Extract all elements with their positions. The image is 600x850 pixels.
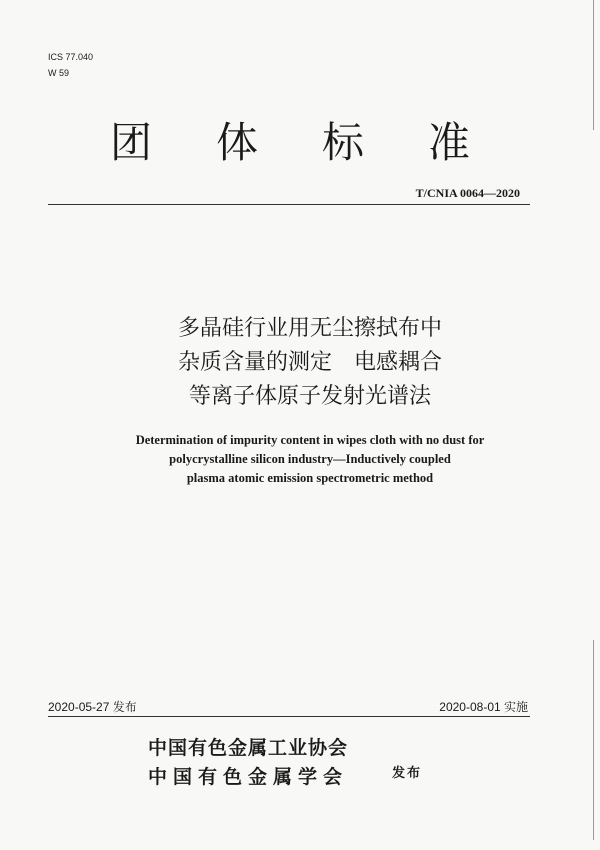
doc-type-char: 准	[427, 118, 470, 167]
category-code: W 59	[48, 68, 70, 78]
doc-type-char: 体	[215, 118, 258, 167]
publish-label: 发布	[392, 766, 423, 781]
chinese-title	[60, 312, 560, 414]
footer-divider	[48, 716, 530, 717]
english-title-line: Determination of impurity content in wipes cloth with no dust for	[135, 433, 485, 447]
doc-type-char: 团	[110, 118, 153, 167]
publisher-org-2: 中国有色金属学会	[148, 766, 349, 788]
english-title-line: plasma atomic emission spectrometric method	[186, 471, 434, 485]
chinese-title-line: 等离子体原子发射光谱法	[188, 384, 431, 409]
chinese-title-line: 杂质含量的测定 电感耦合	[177, 350, 442, 375]
issue-date: 2020-05-27 发布	[48, 700, 137, 714]
document-type-heading	[110, 120, 470, 166]
doc-type-char: 标	[321, 118, 364, 167]
implementation-date: 2020-08-01 实施	[439, 700, 528, 714]
standard-number: T/CNIA 0064—2020	[415, 186, 520, 200]
chinese-title-line: 多晶硅行业用无尘擦拭布中	[177, 316, 442, 341]
english-title-line: polycrystalline silicon industry—Inductively coupled	[169, 452, 451, 466]
publisher-org-1: 中国有色金属工业协会	[148, 737, 349, 759]
scan-edge-line	[593, 0, 594, 130]
header-divider	[48, 204, 530, 205]
ics-code: ICS 77.040	[48, 52, 94, 62]
scan-edge-line	[593, 640, 594, 840]
english-title	[60, 431, 560, 488]
